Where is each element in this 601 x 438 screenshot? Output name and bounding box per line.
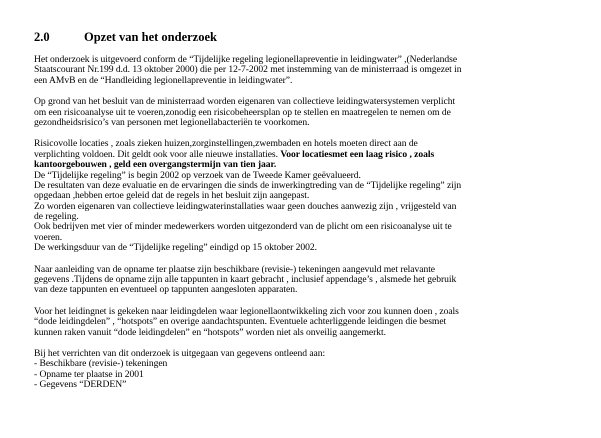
text-line xyxy=(34,160,594,170)
text-line: Staatscourant Nr.199 d.d. 13 oktober 2000) die per 12-7-2002 met instemming van de ministerraad is omgezet in xyxy=(34,64,462,76)
text-line: kunnen raken vanuit “dode leidingdelen” en “hotspots” worden niet als onveilig aangemerkt. xyxy=(34,326,386,338)
text-line: voeren. xyxy=(34,231,63,243)
paragraph-risk-locations xyxy=(34,139,594,253)
text-line: de regeling. xyxy=(34,211,79,223)
paragraph-obligation xyxy=(34,97,594,128)
list-item: - Beschikbare (revisie-) tekeningen xyxy=(34,358,168,370)
text-line: “dode leidingdelen” , “hotspots” en overige aandachtspunten. Eventuele achterliggende leidingen die besmet xyxy=(34,316,447,328)
text-line: gezondheidsrisico’s van personen met legionellabacteriën te voorkomen. xyxy=(34,116,310,128)
text-line: Risicovolle locaties , zoals zieken huizen,zorginstellingen,zwembaden en hotels moeten direct aan de xyxy=(34,138,418,150)
text-line: van deze tappunten en eventueel op tappunten aangesloten apparaten. xyxy=(34,284,298,296)
bold-text: kantoorgebouwen , geld een overgangstermijn van tien jaar. xyxy=(34,159,277,171)
paragraph-legal-basis xyxy=(34,55,594,86)
text-line: Ook bedrijven met vier of minder medewerkers worden uitgezonderd van de plicht om een risicoanalyse uit te xyxy=(34,221,452,233)
document-body xyxy=(34,55,594,391)
text-line: De “Tijdelijke regeling” is begin 2002 op verzoek van de Tweede Kamer geëvalueerd. xyxy=(34,169,361,181)
text-line: opgedaan ,hebben ertoe geleid dat de regels in het besluit zijn aangepast. xyxy=(34,190,310,202)
list-item: - Opname ter plaatse in 2001 xyxy=(34,368,144,380)
paragraph-inspection xyxy=(34,265,594,296)
paragraph-pipe-network xyxy=(34,307,594,338)
text-line: Bij het verrichten van dit onderzoek is uitgegaan van gegevens ontleend aan: xyxy=(34,347,326,359)
text-line: om een risicoanalyse uit te voeren,zonodig een risicobeheersplan op te stellen en maatregelen te nemen om de xyxy=(34,106,451,118)
section-title: Opzet van het onderzoek xyxy=(84,30,217,44)
list-item: - Gegevens “DERDEN” xyxy=(34,379,127,391)
text-line: Het onderzoek is uitgevoerd conform de “Tijdelijke regeling legionellapreventie in leidingwater” ,(Nederlandse xyxy=(34,54,458,65)
text-line: Zo worden eigenaren van collectieve leidingwaterinstallaties waar geen douches aanwezig zijn , vrijgesteld van xyxy=(34,200,457,212)
text-line: Op grond van het besluit van de ministerraad worden eigenaren van collectieve leidingwatersystemen verplicht xyxy=(34,96,456,108)
paragraph-sources xyxy=(34,349,594,391)
text-line: een AMvB en de “Handleiding legionellapreventie in leidingwater”. xyxy=(34,74,293,86)
text-line: Voor het leidingnet is gekeken naar leidingdelen waar legionellaontwikkeling zich voor zou kunnen doen , zoals xyxy=(34,305,459,317)
text-line: Naar aanleiding van de opname ter plaatse zijn beschikbare (revisie-) tekeningen aangevuld met relavante xyxy=(34,263,436,275)
bold-text: Voor locatiesmet een laag risico , zoals xyxy=(280,148,435,160)
text-segment: verplichting voldoen. Dit geldt ook voor alle nieuwe installaties. xyxy=(34,148,278,160)
text-line: gegevens .Tijdens de opname zijn alle tappunten in kaart gebracht , inclusief appendage’s , alsmede het gebruik xyxy=(34,274,457,286)
section-number: 2.0 xyxy=(34,30,50,44)
text-line: De werkingsduur van de “Tijdelijke regeling” eindigd op 15 oktober 2002. xyxy=(34,242,317,254)
text-line: De resultaten van deze evaluatie en de ervaringen die sinds de inwerkingtreding van de “Tijdelijke regeling” zijn xyxy=(34,179,462,191)
